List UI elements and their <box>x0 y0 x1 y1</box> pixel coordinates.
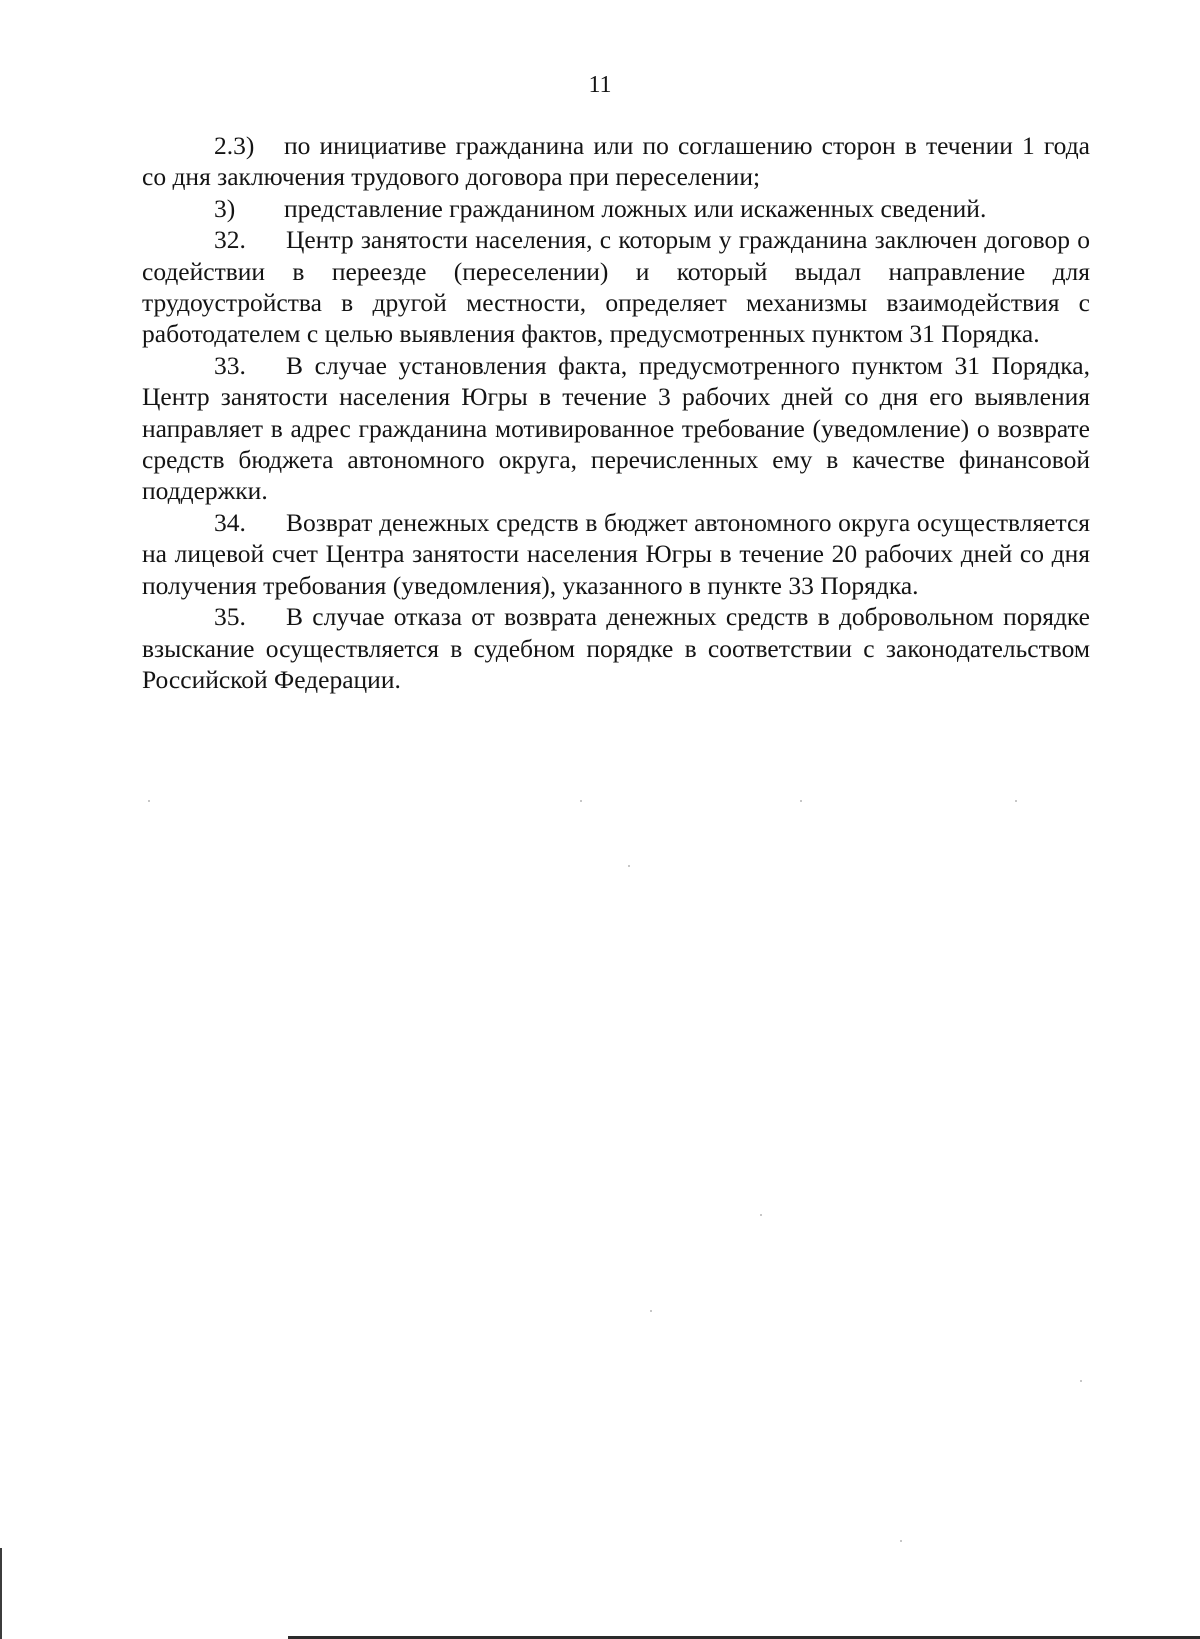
paragraph-number: 2.3) <box>214 131 255 160</box>
scan-speck <box>1015 800 1017 802</box>
paragraph-item-35 <box>142 601 1090 695</box>
scan-edge-mark <box>0 1548 2 1639</box>
paragraph-item-3 <box>142 193 1090 224</box>
paragraph-text: Центр занятости населения, с которым у гражданина заключен договор о содействии в переезде (переселении) и который выдал направление для трудоустройства в другой местности, определяет механизмы взаимодействия с работодателем с целью выявления фактов, предусмотренных пунктом 31 Порядка. <box>142 225 1090 349</box>
paragraph-item-33 <box>142 350 1090 507</box>
scan-speck <box>628 865 630 867</box>
paragraph-text: представление гражданином ложных или искаженных сведений. <box>284 193 987 223</box>
paragraph-number: 34. <box>214 507 246 537</box>
paragraph-item-2-3 <box>142 130 1090 193</box>
paragraph-number: 32. <box>214 225 246 255</box>
scan-speck <box>148 800 150 802</box>
paragraph-text: В случае установления факта, предусмотренного пунктом 31 Порядка, Центр занятости населения Югры в течение 3 рабочих дней со дня его выявления направляет в адрес гражданина мотивированное требование (уведомление) о возврате средств бюджета автономного округа, перечисленных ему в качестве финансовой поддержки. <box>142 350 1090 506</box>
scan-speck <box>800 800 802 802</box>
scan-speck <box>650 1310 652 1312</box>
paragraph-number: 3) <box>214 193 236 223</box>
paragraph-item-32 <box>142 224 1090 350</box>
scan-speck <box>1080 1380 1082 1382</box>
paragraph-text: Возврат денежных средств в бюджет автономного округа осуществляется на лицевой счет Центра занятости населения Югры в течение 20 рабочих дней со дня получения требования (уведомления), указанного в пункте 33 Порядка. <box>142 507 1090 600</box>
scan-speck <box>900 1540 902 1542</box>
document-body <box>142 130 1090 695</box>
scan-speck <box>760 1214 762 1216</box>
paragraph-number: 35. <box>214 602 246 632</box>
paragraph-text: В случае отказа от возврата денежных средств в добровольном порядке взыскание осуществляется в судебном порядке в соответствии с законодательством Российской Федерации. <box>142 602 1090 694</box>
scan-speck <box>580 800 582 802</box>
paragraph-number: 33. <box>214 350 246 380</box>
paragraph-text: по инициативе гражданина или по соглашению сторон в течении 1 года со дня заключения трудового договора при переселении; <box>142 131 1090 192</box>
page-number: 11 <box>588 72 612 98</box>
paragraph-item-34 <box>142 507 1090 601</box>
